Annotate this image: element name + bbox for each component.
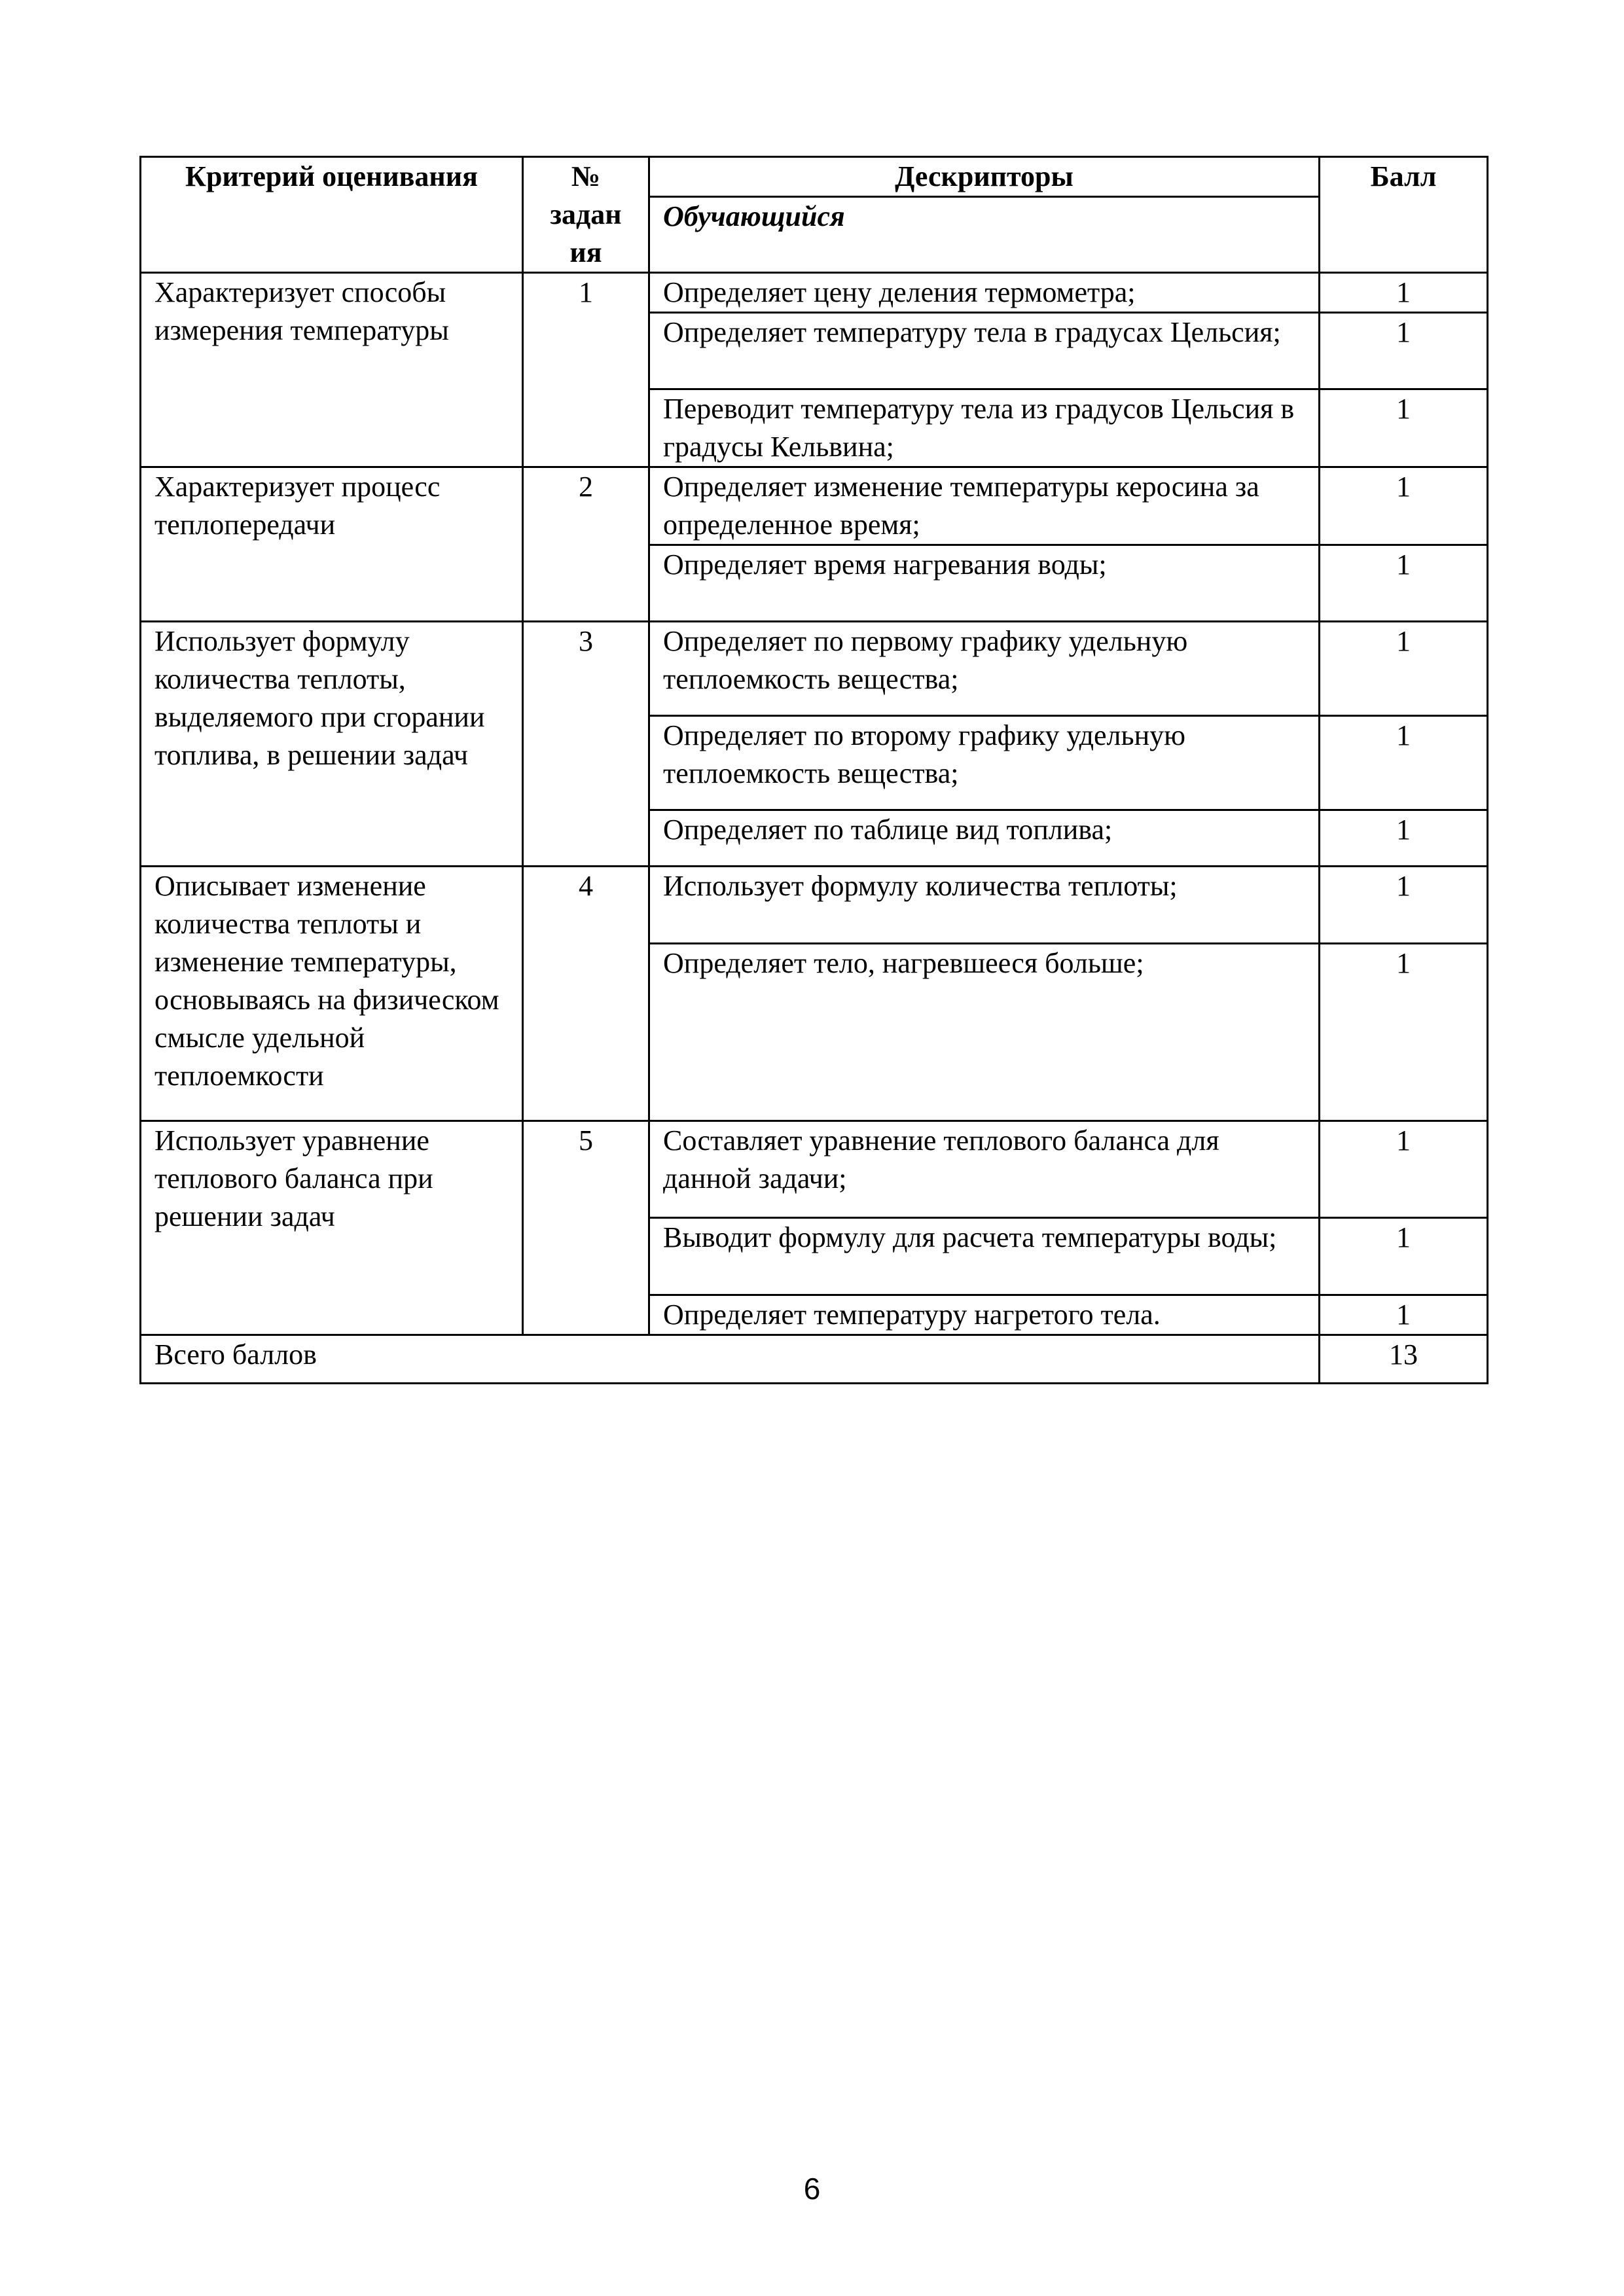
score-cell: 1 — [1320, 622, 1488, 716]
total-label: Всего баллов — [141, 1335, 1320, 1384]
descriptor-cell: Определяет изменение температуры керосина за определенное время; — [649, 467, 1320, 545]
descriptor-cell: Определяет цену деления термометра; — [649, 273, 1320, 313]
criterion-cell: Характеризует процесс теплопередачи — [141, 467, 523, 622]
descriptor-cell: Определяет по второму графику удельную теплоемкость вещества; — [649, 716, 1320, 810]
score-cell: 1 — [1320, 1218, 1488, 1295]
task-number-cell: 5 — [523, 1121, 649, 1335]
descriptor-cell: Выводит формулу для расчета температуры воды; — [649, 1218, 1320, 1295]
table-row — [141, 273, 1488, 313]
descriptor-cell: Определяет температуру нагретого тела. — [649, 1295, 1320, 1335]
score-cell: 1 — [1320, 467, 1488, 545]
table-row — [141, 867, 1488, 944]
total-value: 13 — [1320, 1335, 1488, 1384]
descriptor-cell: Определяет температуру тела в градусах Цельсия; — [649, 313, 1320, 389]
header-task-number — [523, 157, 649, 273]
task-number-cell: 1 — [523, 273, 649, 467]
criterion-cell: Использует формулу количества теплоты, выделяемого при сгорании топлива, в решении задач — [141, 622, 523, 867]
header-task-number-line2: задан — [550, 198, 622, 230]
score-cell: 1 — [1320, 1295, 1488, 1335]
descriptor-cell: Определяет по первому графику удельную теплоемкость вещества; — [649, 622, 1320, 716]
criterion-cell: Описывает изменение количества теплоты и изменение температуры, основываясь на физическом смысле удельной теплоемкости — [141, 867, 523, 1121]
header-criterion: Критерий оценивания — [141, 157, 523, 273]
table-row — [141, 622, 1488, 716]
descriptor-cell: Определяет по таблице вид топлива; — [649, 810, 1320, 867]
descriptor-cell: Составляет уравнение теплового баланса для данной задачи; — [649, 1121, 1320, 1218]
table-row — [141, 1121, 1488, 1218]
header-student: Обучающийся — [649, 197, 1320, 273]
score-cell: 1 — [1320, 389, 1488, 467]
total-row — [141, 1335, 1488, 1384]
score-cell: 1 — [1320, 716, 1488, 810]
header-task-number-line3: ия — [569, 236, 602, 268]
task-number-cell: 4 — [523, 867, 649, 1121]
task-number-cell: 3 — [523, 622, 649, 867]
criterion-cell: Характеризует способы измерения температуры — [141, 273, 523, 467]
score-cell: 1 — [1320, 944, 1488, 1121]
descriptor-cell: Переводит температуру тела из градусов Цельсия в градусы Кельвина; — [649, 389, 1320, 467]
descriptor-cell: Использует формулу количества теплоты; — [649, 867, 1320, 944]
header-task-number-line1: № — [571, 160, 601, 192]
score-cell: 1 — [1320, 313, 1488, 389]
score-cell: 1 — [1320, 810, 1488, 867]
criterion-cell: Использует уравнение теплового баланса при решении задач — [141, 1121, 523, 1335]
header-score: Балл — [1320, 157, 1488, 273]
score-cell: 1 — [1320, 273, 1488, 313]
task-number-cell: 2 — [523, 467, 649, 622]
score-cell: 1 — [1320, 545, 1488, 622]
header-descriptors: Дескрипторы — [649, 157, 1320, 197]
page-number: 6 — [803, 2172, 821, 2206]
descriptor-cell: Определяет время нагревания воды; — [649, 545, 1320, 622]
table-row — [141, 467, 1488, 545]
score-cell: 1 — [1320, 867, 1488, 944]
assessment-rubric-table — [139, 156, 1489, 1384]
score-cell: 1 — [1320, 1121, 1488, 1218]
descriptor-cell: Определяет тело, нагревшееся больше; — [649, 944, 1320, 1121]
